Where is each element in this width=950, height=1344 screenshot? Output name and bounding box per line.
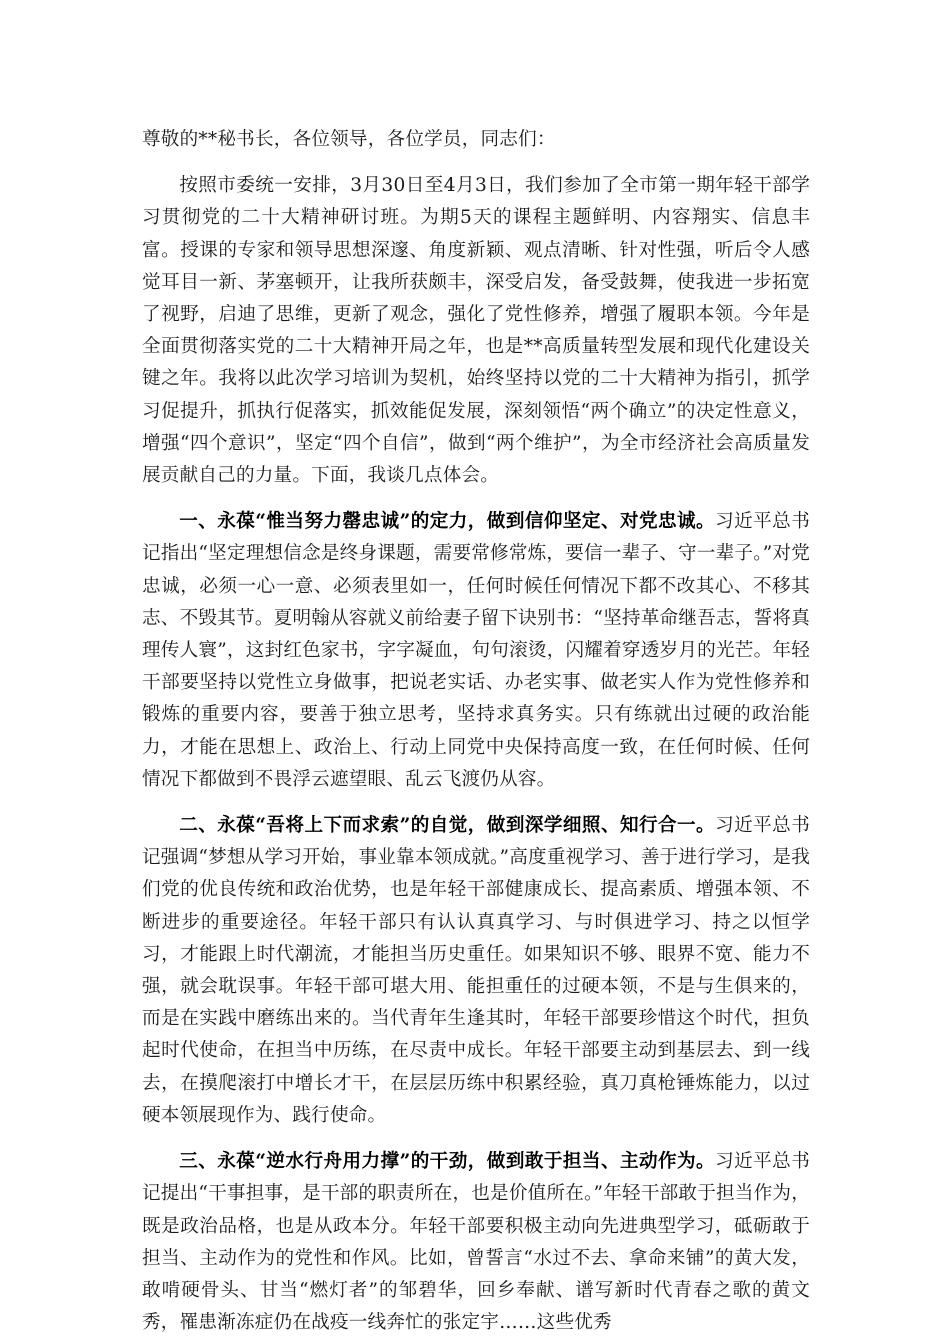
- section-three-body: 习近平总书记提出“干事担事，是干部的职责所在，也是价值所在。”年轻干部敢于担当作为，既是政治品格，也是从政本分。年轻干部要积极主动向先进典型学习，砥砺敢于担当、主动作为的党性和作风。比如，曾誓言“水过不去、拿命来铺”的黄大发，敢啃硬骨头、甘当“燃灯者”的邹碧华，回乡奉献、谱写新时代青春之歌的黄文秀，罹患渐冻症仍在战疫一线奔忙的张定宇……这些优秀: [142, 1151, 810, 1334]
- section-one-heading: 一、永葆“惟当努力罄忠诚”的定力，做到信仰坚定、对党忠诚。: [179, 511, 716, 533]
- salutation: 尊敬的**秘书长，各位领导，各位学员，同志们：: [142, 129, 556, 150]
- section-one-body: 习近平总书记指出“坚定理想信念是终身课题，需要常修常炼，要信一辈子、守一辈子。”对党忠诚，必须一心一意、必须表里如一，任何时候任何情况下都不改其心、不移其志、不毁其节。夏明翰从容就义前给妻子留下诀别书：“坚持革命继吾志，誓将真理传人寰”，这封红色家书，字字凝血，句句滚烫，闪耀着穿透岁月的光芒。年轻干部要坚持以党性立身做事，把说老实话、办老实事、做老实人作为党性修养和锻炼的重要内容，要善于独立思考，坚持求真务实。只有练就出过硬的政治能力，才能在思想上、政治上、行动上同党中央保持高度一致，在任何时候、任何情况下都做到不畏浮云遮望眼、乱云飞渡仍从容。: [142, 511, 810, 790]
- section-two-heading: 二、永葆“吾将上下而求索”的自觉，做到深学细照、知行合一。: [179, 815, 716, 837]
- section-two-paragraph: [142, 810, 810, 1132]
- document-page: [142, 124, 810, 1339]
- section-one-paragraph: [142, 506, 810, 796]
- section-two-body: 习近平总书记强调“梦想从学习开始，事业靠本领成就。”高度重视学习、善于进行学习，是我们党的优良传统和政治优势，也是年轻干部健康成长、提高素质、增强本领、不断进步的重要途径。年轻干部只有认认真真学习、与时俱进学习、持之以恒学习，才能跟上时代潮流，才能担当历史重任。如果知识不够、眼界不宽、能力不强，就会耽误事。年轻干部可堪大用、能担重任的过硬本领，不是与生俱来的，而是在实践中磨练出来的。当代青年生逢其时，年轻干部要珍惜这个时代，担负起时代使命，在担当中历练，在尽责中成长。年轻干部要主动到基层去、到一线去，在摸爬滚打中增长才干，在层层历练中积累经验，真刀真枪锤炼能力，以过硬本领展现作为、践行使命。: [142, 815, 810, 1126]
- section-three-heading: 三、永葆“逆水行舟用力撑”的干劲，做到敢于担当、主动作为。: [179, 1151, 716, 1173]
- section-three-paragraph: [142, 1146, 810, 1339]
- intro-paragraph: 按照市委统一安排，3月30日至4月3日，我们参加了全市第一期年轻干部学习贯彻党的二十大精神研讨班。为期5天的课程主题鲜明、内容翔实、信息丰富。授课的专家和领导思想深邃、角度新颖、观点清晰、针对性强，听后令人感觉耳目一新、茅塞顿开，让我所获颇丰，深受启发，备受鼓舞，使我进一步拓宽了视野，启迪了思维，更新了观念，强化了党性修养，增强了履职本领。今年是全面贯彻落实党的二十大精神开局之年，也是**高质量转型发展和现代化建设关键之年。我将以此次学习培训为契机，始终坚持以党的二十大精神为指引，抓学习促提升，抓执行促落实，抓效能促发展，深刻领悟“两个确立”的决定性意义，增强“四个意识”，坚定“四个自信”，做到“两个维护”，为全市经济社会高质量发展贡献自己的力量。下面，我谈几点体会。: [142, 175, 810, 487]
